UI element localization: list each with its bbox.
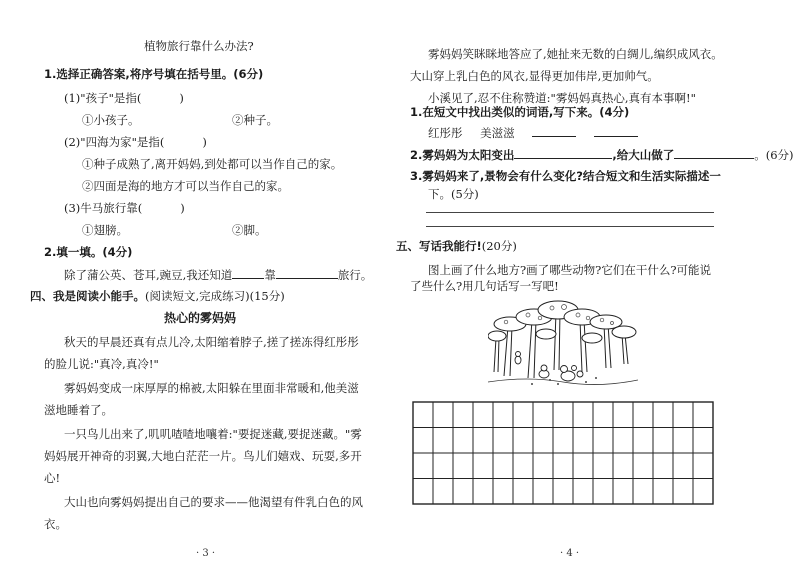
q2-sentence xyxy=(64,266,372,283)
story-para-4-line-2: 衣。 xyxy=(44,517,67,531)
q1-sub3-option-1: ①翅膀。 xyxy=(82,223,128,237)
q1-sub2-option-2: ②四面是海的地方才可以当作自己的家。 xyxy=(82,179,289,193)
question-2-title: 2.填一填。(4分) xyxy=(44,245,133,259)
story-para-3-line-3: 心! xyxy=(44,471,61,485)
q1-sub3-prompt: (3)牛马旅行靠( xyxy=(64,201,143,215)
reading-q2-text-b: ,给大山做了 xyxy=(612,148,675,162)
q1-sub1-close-paren: ) xyxy=(179,91,184,105)
q1-sub2-option-1: ①种子成熟了,离开妈妈,到处都可以当作自己的家。 xyxy=(82,157,343,171)
mushroom-forest-illustration xyxy=(488,298,638,390)
q1-sub1-prompt: (1)"孩子"是指( xyxy=(64,91,142,105)
reading-q3-answer-line-1[interactable] xyxy=(426,212,714,213)
reading-q3-answer-line-2[interactable] xyxy=(426,226,714,227)
example-word-2: 美滋滋 xyxy=(480,126,515,140)
q1-sub1-answer-blank[interactable] xyxy=(141,90,179,102)
reading-q2-blank-1[interactable] xyxy=(514,146,612,159)
q1-sub2-close-paren: ) xyxy=(202,135,207,149)
story-para-2-line-1: 雾妈妈变成一床厚厚的棉被,太阳躲在里面非常暖和,他美滋 xyxy=(64,381,359,395)
section-5-title: 五、写话我能行! xyxy=(396,239,482,253)
page-number-right: · 4 · xyxy=(560,548,580,559)
story-para-1-line-1: 秋天的早晨还真有点儿冷,太阳缩着脖子,搓了搓冻得红彤彤 xyxy=(64,335,359,349)
section-4-note: (阅读短文,完成练习)(15分) xyxy=(145,289,285,303)
reading-q1-blank-2[interactable] xyxy=(594,124,638,137)
section-5-points: (20分) xyxy=(481,239,517,253)
reading-q2-text-c: 。(6分) xyxy=(754,148,794,162)
reading-q2-text-a: 2.雾妈妈为太阳变出 xyxy=(410,148,515,162)
q1-sub2 xyxy=(64,134,207,150)
q2-blank-1[interactable] xyxy=(232,266,264,279)
q2-sentence-b: 靠 xyxy=(264,268,276,282)
reading-q1-answers xyxy=(428,124,638,141)
story-para-5-line-1: 雾妈妈笑眯眯地答应了,她扯来无数的白绸儿,编织成风衣。 xyxy=(428,47,723,61)
q1-sub1-option-1: ①小孩子。 xyxy=(82,113,140,127)
writing-prompt-line-2: 了些什么?用几句话写一写吧! xyxy=(410,279,559,293)
reading-q3-line-2: 下。(5分) xyxy=(428,187,479,201)
q1-sub3 xyxy=(64,200,185,216)
reading-q1-blank-1[interactable] xyxy=(532,124,576,137)
section-4-title: 四、我是阅读小能手。 xyxy=(30,289,145,303)
reading-intro-line: 植物旅行靠什么办法? xyxy=(144,39,254,53)
reading-q1-title: 1.在短文中找出类似的词语,写下来。(4分) xyxy=(410,105,630,119)
q1-sub3-option-2: ②脚。 xyxy=(232,223,267,237)
story-para-2-line-2: 滋地睡着了。 xyxy=(44,403,113,417)
story-para-3-line-2: 妈妈展开神奇的羽翼,大地白茫茫一片。鸟儿们嬉戏、玩耍,多开 xyxy=(44,449,362,463)
reading-q3-line-1: 3.雾妈妈来了,景物会有什么变化?结合短文和生活实际描述一 xyxy=(410,169,721,183)
section-4-heading xyxy=(30,288,285,304)
story-para-5-line-2: 大山穿上乳白色的风衣,显得更加伟岸,更加帅气。 xyxy=(410,69,659,83)
q2-sentence-a: 除了蒲公英、苍耳,豌豆,我还知道 xyxy=(64,268,233,282)
q1-sub3-close-paren: ) xyxy=(180,201,185,215)
story-para-1-line-2: 的脸儿说:"真冷,真冷!" xyxy=(44,357,159,371)
example-word-1: 红彤彤 xyxy=(428,126,463,140)
story-title: 热心的雾妈妈 xyxy=(164,311,237,325)
q2-sentence-c: 旅行。 xyxy=(337,268,373,282)
q1-sub2-answer-blank[interactable] xyxy=(164,134,202,146)
writing-prompt-line-1: 图上画了什么地方?画了哪些动物?它们在干什么?可能说 xyxy=(428,263,711,277)
page-number-left: · 3 · xyxy=(196,548,216,559)
q1-sub1-option-2: ②种子。 xyxy=(232,113,278,127)
q2-blank-2[interactable] xyxy=(276,266,338,279)
story-para-6: 小溪见了,忍不住称赞道:"雾妈妈真热心,真有本事啊!" xyxy=(428,91,696,105)
reading-q2-blank-2[interactable] xyxy=(674,146,754,159)
q1-sub3-answer-blank[interactable] xyxy=(142,200,180,212)
writing-grid[interactable] xyxy=(411,400,716,505)
question-1-title: 1.选择正确答案,将序号填在括号里。(6分) xyxy=(44,67,264,81)
story-para-4-line-1: 大山也向雾妈妈提出自己的要求——他渴望有件乳白色的风 xyxy=(64,495,363,509)
story-para-3-line-1: 一只鸟儿出来了,叽叽喳喳地嚷着:"要捉迷藏,要捉迷藏。"雾 xyxy=(64,427,362,441)
q1-sub2-prompt: (2)"四海为家"是指( xyxy=(64,135,165,149)
q1-sub1 xyxy=(64,90,184,106)
section-5-heading xyxy=(396,238,517,254)
reading-q2 xyxy=(410,146,794,163)
